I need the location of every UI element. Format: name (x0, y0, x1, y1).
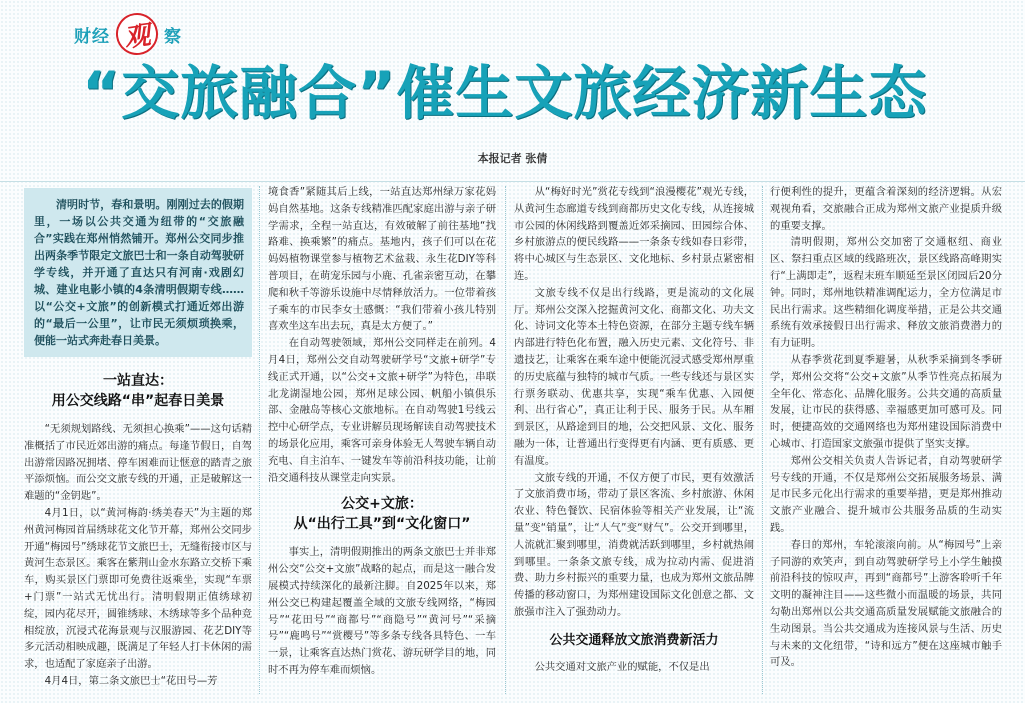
badge-text-right: 察 (164, 26, 182, 47)
article-title: “交旅融合”催生文旅经济新生态 (82, 59, 928, 127)
section-heading-1-line2: 用公交线路“串”起春日美景 (51, 393, 225, 409)
column-badge (74, 18, 182, 54)
badge-text-left: 财经 (74, 26, 110, 47)
body-paragraph: 从“梅好时光”赏花专线到“浪漫樱花”观光专线，从黄河生态廊道专线到商都历史文化专线，从连接城市公园的休闲线路到覆盖近郊采摘园、田园综合体、乡村旅游点的便民线路——一条条专线如春日彩带，将中心城区与生态景区、文化地标、乡村景点紧密相连。 (514, 186, 754, 282)
article-column-2 (268, 184, 496, 696)
section-heading-1-line1: 一站直达： (103, 373, 173, 389)
column-rule (762, 186, 764, 694)
article-column-1 (24, 184, 252, 696)
lead-paragraph: 清明时节，春和景明。刚刚过去的假期里，一场以公共交通为纽带的“交旅融合”实践在郑州悄然铺开。郑州公交同步推出两条季节限定文旅巴士和一条自动驾驶研学专线，并开通了直达只有河南·戏剧幻城、建业电影小镇的4条清明假期专线……以“公交+文旅”的创新模式打通近郊出游的“最后一公里”，让市民无须烦琐换乘，便能一站式奔赴春日美景。 (34, 198, 244, 347)
body-paragraph: 4月1日，以“黄河梅韵·绣美春天”为主题的郑州黄河梅园首届绣球花文化节开幕，郑州公交同步开通“梅园号”绣球花节文旅巴士，无缝衔接市区与黄河生态景区。乘客在紫荆山金水东路立交桥下乘车，购买景区门票即可免费往返乘坐，实现“车票+门票”一站式无忧出行。清明假期正值绣球初绽，园内花尽开，圆锥绣球、木绣球等多个品种竞相绽放，沉浸式花海景观与汉服游园、花艺DIY等多元活动相映成趣，既满足了年轻人打卡休闲的需求，也适配了家庭亲子出游。 (24, 506, 252, 671)
badge-seal-icon: 观 (113, 10, 160, 57)
section-heading-2-line1: 公交+文旅： (341, 496, 423, 513)
body-paragraph: 春日的郑州，车轮滚滚向前。从“梅园号”上亲子同游的欢笑声，到自动驾驶研学号上小学生触摸前沿科技的惊叹声，再到“商都号”上游客聆听千年文明的凝神注目——这些微小而温暖的场景，共同勾勒出郑州以公共交通高质量发展赋能文旅融合的生动图景。当公共交通成为连接风景与生活、历史与未来的文化纽带，“诗和远方”便在这座城市触手可及。 (770, 538, 1002, 669)
article-column-3 (514, 184, 754, 696)
article-column-4 (770, 184, 1002, 696)
article-byline: 本报记者 张倩 (477, 152, 548, 165)
body-paragraph: 事实上，清明假期推出的两条文旅巴士并非郑州公交“公交+文旅”战略的起点，而是这一融合发展模式持续深化的最新注脚。自2025年以来，郑州公交已构建起覆盖全域的文旅专线网络，“梅园号”“花田号”“商都号”“商隐号”“黄河号”“采摘号”“鹿鸣号”“赏樱号”等多条专线各具特色、一车一景，让乘客直达热门赏花、游玩研学目的地，同时不再为停车难而烦恼。 (268, 546, 496, 676)
body-paragraph: “无须规划路线、无须担心换乘”——这句话精准概括了市民近郊出游的痛点。每逢节假日，自驾出游常因路况拥堵、停车困难而让惬意的踏青之旅平添烦恼。而公交文旅专线的开通，正是破解这一难题的“金钥匙”。 (24, 423, 252, 503)
body-paragraph: 从春季赏花到夏季避暑，从秋季采摘到冬季研学，郑州公交将“公交+文旅”从季节性亮点拓展为全年化、常态化、品牌化服务。公共交通的高质量发展，让市民的获得感、幸福感更加可感可及。同时，便捷高效的交通网络也为郑州建设国际消费中心城市、打造国家文旅强市提供了坚实支撑。 (770, 353, 1002, 450)
column-rule (259, 186, 261, 694)
body-paragraph: 文旅专线不仅是出行线路，更是流动的文化展厅。郑州公交深入挖掘黄河文化、商都文化、功夫文化、诗词文化等本土特色资源，在部分主题专线车辆内部进行特色化布置，融入历史元素、文化符号、非遗技艺，让乘客在乘车途中便能沉浸式感受郑州厚重的历史底蕴与独特的城市气质。一些专线还与景区实行票务联动、优惠共享，实现“乘车优惠、入园便利、出行省心”，真正让利于民、服务于民。从车厢到景区，从路途到目的地，公交把风景、文化、服务融为一体，让普通出行变得更有内涵、更有质感、更有温度。 (514, 286, 754, 467)
section-heading-2 (268, 494, 496, 534)
body-paragraph: 行便利性的提升，更蕴含着深刻的经济逻辑。从宏观视角看，交旅融合正成为郑州文旅产业提质升级的重要支撑。 (770, 186, 1002, 232)
section-heading-3: 公共交通释放文旅消费新活力 (549, 632, 719, 648)
lead-summary-box (24, 188, 252, 357)
body-paragraph: 公共交通对文旅产业的赋能，不仅是出 (534, 660, 710, 673)
section-heading-2-line2: 从“出行工具”到“文化窗口” (293, 516, 471, 533)
section-heading-1 (24, 371, 252, 411)
body-paragraph: 郑州公交相关负责人告诉记者，自动驾驶研学号专线的开通，不仅是郑州公交拓展服务场景、满足市民多元化出行需求的重要举措，更是郑州推动文旅产业融合、提升城市公共服务品质的生动实践。 (770, 454, 1002, 534)
header-divider (0, 181, 1025, 182)
body-paragraph: 清明假期，郑州公交加密了交通枢纽、商业区、祭扫重点区域的线路班次，景区线路高峰期实行“上满即走”，返程末班车顺延至景区闭园后20分钟。同时，郑州地铁精准调配运力，全方位满足市民出行需求。这些精细化调度举措，正是公共交通系统有效承接假日出行需求、释放文旅消费潜力的有力证明。 (770, 236, 1002, 350)
body-paragraph: 文旅专线的开通，不仅方便了市民，更有效激活了文旅消费市场，带动了景区客流、乡村旅游、休闲农业、特色餐饮、民宿体验等相关产业发展，让“流量”变“销量”，让“人气”变“财气”。公交开到哪里，人流就汇聚到哪里，消费就活跃到哪里，乡村就热闹到哪里。一条条文旅专线，成为拉动内需、促进消费、助力乡村振兴的重要力量，也成为郑州文旅品牌传播的移动窗口，为郑州建设国际文化创意之都、文旅强市注入了强劲动力。 (514, 471, 754, 618)
body-paragraph: 4月4日，第二条文旅巴士“花田号—芳 (44, 674, 218, 687)
body-paragraph: 境食香”紧随其后上线，一站直达郑州绿万家花妈妈自然基地。这条专线精准匹配家庭出游与亲子研学需求，全程一站直达，有效破解了前往基地“找路难、换乘繁”的痛点。基地内，孩子们可以在花妈妈植物课堂参与植物艺术盆栽、永生花DIY等科普项目，在萌宠乐园与小鹿、孔雀亲密互动，在攀爬和秋千等游乐设施中尽情释放活力。一位带着孩子乘车的市民李女士感慨：“我们带着小孩儿特别喜欢坐这车出去玩，真是太方便了。” (268, 186, 496, 333)
article-header (0, 0, 1025, 190)
column-rule (505, 186, 507, 694)
body-paragraph: 在自动驾驶领域，郑州公交同样走在前列。4月4日，郑州公交自动驾驶研学号“文旅+研学”专线正式开通，以“公交+文旅+研学”为特色，串联北龙湖湿地公园，郑州足球公园、帆船小镇俱乐部、金融岛等核心文旅地标。在自动驾驶1号线云控中心研学点，专业讲解员现场解读自动驾驶技术的场景化应用，乘客可亲身体验无人驾驶车辆自动充电、自主泊车、一键发车等前沿科技功能，让前沿交通科技从课堂走向实景。 (268, 337, 496, 484)
